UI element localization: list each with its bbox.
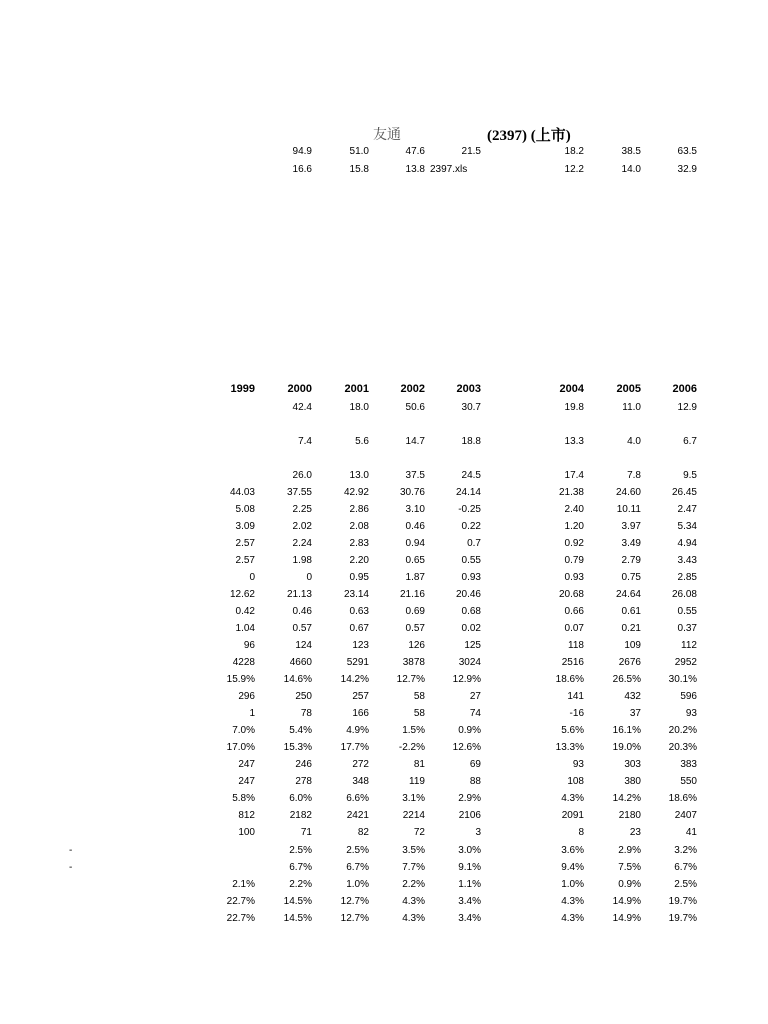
table-cell: 19.7% <box>668 896 697 907</box>
table-cell: 1.1% <box>458 879 481 890</box>
table-cell: 4.3% <box>561 793 584 804</box>
table-cell: 42.92 <box>343 487 369 498</box>
table-cell: 1.0% <box>561 879 584 890</box>
table-cell: 30.7 <box>461 402 481 413</box>
table-cell: 14.7 <box>405 436 425 447</box>
table-cell: 2.57 <box>235 555 255 566</box>
table-cell: 0.93 <box>461 572 481 583</box>
table-cell: 93 <box>685 708 697 719</box>
table-cell: 3.4% <box>458 896 481 907</box>
table-cell: 7.0% <box>232 725 255 736</box>
table-cell: 2.57 <box>235 538 255 549</box>
table-cell: 2407 <box>674 810 697 821</box>
top-value: 15.8 <box>349 164 369 175</box>
table-cell: 2.2% <box>402 879 425 890</box>
table-cell: 247 <box>238 776 255 787</box>
table-cell: 2.85 <box>677 572 697 583</box>
table-cell: 1.5% <box>402 725 425 736</box>
table-cell: 81 <box>413 759 425 770</box>
table-cell: 20.68 <box>558 589 584 600</box>
table-cell: 12.7% <box>340 896 369 907</box>
table-cell: 0.65 <box>405 555 425 566</box>
table-cell: 0.57 <box>405 623 425 634</box>
table-cell: 58 <box>413 708 425 719</box>
table-cell: 2.24 <box>292 538 312 549</box>
table-cell: 4228 <box>232 657 255 668</box>
table-cell: 2.25 <box>292 504 312 515</box>
table-cell: 0.37 <box>677 623 697 634</box>
table-cell: 7.7% <box>402 862 425 873</box>
table-cell: 0.46 <box>292 606 312 617</box>
stock-code: (2397) (上市) <box>487 128 571 144</box>
table-cell: 12.9 <box>677 402 697 413</box>
table-cell: 12.62 <box>229 589 255 600</box>
table-cell: 3.2% <box>674 845 697 856</box>
table-cell: 2.40 <box>564 504 584 515</box>
table-cell: 0.92 <box>564 538 584 549</box>
table-cell: 0.02 <box>461 623 481 634</box>
table-cell: 14.5% <box>283 913 312 924</box>
table-cell: 0.66 <box>564 606 584 617</box>
table-cell: 74 <box>469 708 481 719</box>
table-cell: 44.03 <box>229 487 255 498</box>
table-cell: 247 <box>238 759 255 770</box>
table-cell: 18.8 <box>461 436 481 447</box>
table-cell: 30.76 <box>399 487 425 498</box>
table-cell: 1.0% <box>346 879 369 890</box>
year-header: 2005 <box>616 383 641 395</box>
table-cell: 0.07 <box>564 623 584 634</box>
table-cell: 0 <box>249 572 255 583</box>
table-cell: 26.45 <box>671 487 697 498</box>
table-cell: 5291 <box>346 657 369 668</box>
table-cell: 41 <box>685 827 697 838</box>
table-cell: 0.95 <box>349 572 369 583</box>
table-cell: 3878 <box>402 657 425 668</box>
table-cell: 432 <box>624 691 641 702</box>
table-cell: 12.9% <box>452 674 481 685</box>
top-value: 94.9 <box>292 146 312 157</box>
table-cell: 5.34 <box>677 521 697 532</box>
table-cell: -0.25 <box>458 504 481 515</box>
table-cell: 23 <box>629 827 641 838</box>
table-cell: 14.6% <box>283 674 312 685</box>
table-cell: 2.08 <box>349 521 369 532</box>
table-cell: 2106 <box>458 810 481 821</box>
table-cell: 4.3% <box>402 913 425 924</box>
table-cell: 141 <box>567 691 584 702</box>
table-cell: 23.14 <box>343 589 369 600</box>
table-cell: 2182 <box>289 810 312 821</box>
table-cell: 2.02 <box>292 521 312 532</box>
table-cell: 2421 <box>346 810 369 821</box>
table-cell: 6.0% <box>289 793 312 804</box>
table-cell: 71 <box>300 827 312 838</box>
table-cell: 37.5 <box>405 470 425 481</box>
table-cell: 7.8 <box>627 470 641 481</box>
table-cell: 257 <box>352 691 369 702</box>
table-cell: 21.16 <box>399 589 425 600</box>
top-value: 18.2 <box>564 146 584 157</box>
table-cell: 3.6% <box>561 845 584 856</box>
table-cell: 2214 <box>402 810 425 821</box>
table-cell: 2.9% <box>618 845 641 856</box>
table-cell: 0.79 <box>564 555 584 566</box>
table-cell: 13.3 <box>564 436 584 447</box>
table-cell: 2516 <box>561 657 584 668</box>
table-cell: 5.8% <box>232 793 255 804</box>
table-cell: 6.7% <box>674 862 697 873</box>
table-cell: 0.63 <box>349 606 369 617</box>
table-cell: 15.3% <box>283 742 312 753</box>
table-cell: 6.7 <box>683 436 697 447</box>
company-name: 友通 <box>373 127 401 143</box>
table-cell: 1 <box>249 708 255 719</box>
table-cell: 1.87 <box>405 572 425 583</box>
top-value: 13.8 <box>405 164 425 175</box>
row-marker: - <box>69 845 73 856</box>
table-cell: 0.9% <box>458 725 481 736</box>
top-value: 51.0 <box>349 146 369 157</box>
table-cell: 14.9% <box>612 896 641 907</box>
table-cell: 12.7% <box>340 913 369 924</box>
table-cell: 4.3% <box>402 896 425 907</box>
table-cell: 19.7% <box>668 913 697 924</box>
table-cell: 15.9% <box>226 674 255 685</box>
table-cell: 0.42 <box>235 606 255 617</box>
table-cell: 19.8 <box>564 402 584 413</box>
year-header: 1999 <box>230 383 255 395</box>
table-cell: 93 <box>572 759 584 770</box>
table-cell: 2.83 <box>349 538 369 549</box>
table-cell: 72 <box>413 827 425 838</box>
table-cell: 278 <box>295 776 312 787</box>
table-cell: 272 <box>352 759 369 770</box>
file-name: 2397.xls <box>430 164 468 175</box>
table-cell: 2.86 <box>349 504 369 515</box>
top-value: 14.0 <box>621 164 641 175</box>
table-cell: 2091 <box>561 810 584 821</box>
table-cell: 24.14 <box>455 487 481 498</box>
table-cell: 4.3% <box>561 913 584 924</box>
table-cell: 0.57 <box>292 623 312 634</box>
table-cell: 118 <box>568 640 584 651</box>
table-cell: 2.20 <box>349 555 369 566</box>
table-cell: 20.46 <box>455 589 481 600</box>
table-cell: 2.5% <box>289 845 312 856</box>
table-cell: 14.5% <box>283 896 312 907</box>
table-cell: 6.6% <box>346 793 369 804</box>
table-cell: 4.0 <box>627 436 641 447</box>
table-cell: 11.0 <box>622 402 641 413</box>
table-cell: 24.64 <box>615 589 641 600</box>
table-cell: 246 <box>295 759 312 770</box>
table-cell: 9.5 <box>683 470 697 481</box>
table-cell: 1.20 <box>564 521 584 532</box>
table-cell: 26.5% <box>612 674 641 685</box>
table-cell: 303 <box>624 759 641 770</box>
table-cell: 69 <box>469 759 481 770</box>
table-cell: 27 <box>469 691 481 702</box>
table-cell: 9.4% <box>561 862 584 873</box>
table-cell: 42.4 <box>292 402 312 413</box>
table-cell: 37 <box>629 708 641 719</box>
table-cell: 2.79 <box>621 555 641 566</box>
table-cell: 9.1% <box>458 862 481 873</box>
table-cell: 3.0% <box>458 845 481 856</box>
table-cell: 10.11 <box>616 504 641 515</box>
table-cell: 3.4% <box>458 913 481 924</box>
table-cell: 26.0 <box>292 470 312 481</box>
table-cell: 22.7% <box>226 896 255 907</box>
table-cell: 21.38 <box>558 487 584 498</box>
table-cell: 166 <box>352 708 369 719</box>
table-cell: 4660 <box>289 657 312 668</box>
table-cell: 4.94 <box>677 538 697 549</box>
table-cell: 4.3% <box>561 896 584 907</box>
table-cell: 1.04 <box>235 623 255 634</box>
table-cell: 0.61 <box>621 606 641 617</box>
table-cell: 3.49 <box>621 538 641 549</box>
table-cell: 812 <box>238 810 255 821</box>
table-cell: 3024 <box>458 657 481 668</box>
table-cell: 2.1% <box>232 879 255 890</box>
table-cell: 17.4 <box>564 470 584 481</box>
table-cell: 348 <box>352 776 369 787</box>
table-cell: 0.67 <box>349 623 369 634</box>
table-cell: 0 <box>306 572 312 583</box>
table-cell: 26.08 <box>671 589 697 600</box>
table-cell: 17.0% <box>226 742 255 753</box>
table-cell: 124 <box>295 640 312 651</box>
table-cell: 4.9% <box>346 725 369 736</box>
table-cell: 100 <box>238 827 255 838</box>
table-cell: 0.93 <box>564 572 584 583</box>
year-header: 2006 <box>672 383 697 395</box>
table-cell: 21.13 <box>286 589 312 600</box>
table-cell: 250 <box>295 691 312 702</box>
table-cell: 2676 <box>618 657 641 668</box>
table-cell: 125 <box>464 640 481 651</box>
table-cell: 6.7% <box>346 862 369 873</box>
table-cell: 6.7% <box>289 862 312 873</box>
table-cell: 13.3% <box>555 742 584 753</box>
row-marker: - <box>69 862 73 873</box>
table-cell: 0.21 <box>621 623 641 634</box>
table-cell: 296 <box>238 691 255 702</box>
table-cell: 108 <box>567 776 584 787</box>
table-cell: 0.9% <box>618 879 641 890</box>
table-cell: 126 <box>408 640 425 651</box>
table-cell: 3.97 <box>621 521 641 532</box>
table-cell: 2.9% <box>458 793 481 804</box>
top-value: 38.5 <box>621 146 641 157</box>
table-cell: 20.3% <box>668 742 697 753</box>
table-cell: 380 <box>624 776 641 787</box>
table-cell: 18.0 <box>349 402 369 413</box>
table-cell: 0.94 <box>405 538 425 549</box>
table-cell: 2952 <box>674 657 697 668</box>
year-header: 2003 <box>456 383 481 395</box>
table-cell: 17.7% <box>340 742 369 753</box>
table-cell: 14.9% <box>612 913 641 924</box>
table-cell: 18.6% <box>555 674 584 685</box>
table-cell: 0.55 <box>677 606 697 617</box>
table-cell: 2180 <box>618 810 641 821</box>
top-value: 32.9 <box>677 164 697 175</box>
table-cell: 1.98 <box>292 555 312 566</box>
table-cell: 5.08 <box>235 504 255 515</box>
table-cell: -16 <box>569 708 584 719</box>
table-cell: 3.10 <box>405 504 425 515</box>
table-cell: 0.55 <box>461 555 481 566</box>
table-cell: 8 <box>578 827 584 838</box>
table-cell: 119 <box>409 776 425 787</box>
table-cell: 7.5% <box>618 862 641 873</box>
table-cell: 7.4 <box>298 436 312 447</box>
table-cell: 30.1% <box>668 674 697 685</box>
table-cell: 13.0 <box>349 470 369 481</box>
top-value: 63.5 <box>677 146 697 157</box>
table-cell: 0.68 <box>461 606 481 617</box>
table-cell: 2.5% <box>346 845 369 856</box>
table-cell: 3.09 <box>235 521 255 532</box>
table-cell: 5.4% <box>289 725 312 736</box>
table-cell: 78 <box>300 708 312 719</box>
table-cell: 5.6% <box>561 725 584 736</box>
table-cell: 5.6 <box>355 436 369 447</box>
table-cell: 596 <box>680 691 697 702</box>
table-cell: 22.7% <box>226 913 255 924</box>
table-cell: 3 <box>475 827 481 838</box>
table-cell: 112 <box>681 640 697 651</box>
table-cell: 550 <box>680 776 697 787</box>
table-cell: 24.60 <box>615 487 641 498</box>
table-cell: 37.55 <box>286 487 312 498</box>
top-value: 21.5 <box>461 146 481 157</box>
table-cell: 3.1% <box>402 793 425 804</box>
table-cell: 383 <box>680 759 697 770</box>
top-value: 16.6 <box>292 164 312 175</box>
table-cell: 2.2% <box>289 879 312 890</box>
year-header: 2001 <box>344 383 369 395</box>
table-cell: 0.46 <box>405 521 425 532</box>
year-header: 2000 <box>287 383 312 395</box>
table-cell: 96 <box>243 640 255 651</box>
table-cell: 82 <box>357 827 369 838</box>
table-cell: 2.5% <box>674 879 697 890</box>
table-cell: -2.2% <box>398 742 425 753</box>
table-cell: 3.5% <box>402 845 425 856</box>
table-cell: 14.2% <box>340 674 369 685</box>
year-header: 2004 <box>559 383 584 395</box>
table-cell: 24.5 <box>461 470 481 481</box>
year-header: 2002 <box>400 383 425 395</box>
table-cell: 123 <box>352 640 369 651</box>
table-cell: 18.6% <box>668 793 697 804</box>
top-value: 47.6 <box>405 146 425 157</box>
table-cell: 50.6 <box>405 402 425 413</box>
table-cell: 58 <box>413 691 425 702</box>
table-cell: 0.7 <box>467 538 481 549</box>
table-cell: 0.75 <box>621 572 641 583</box>
table-cell: 3.43 <box>677 555 697 566</box>
table-cell: 14.2% <box>612 793 641 804</box>
table-cell: 12.7% <box>396 674 425 685</box>
table-cell: 0.69 <box>405 606 425 617</box>
table-cell: 19.0% <box>612 742 641 753</box>
top-value: 12.2 <box>564 164 584 175</box>
table-cell: 109 <box>624 640 641 651</box>
table-cell: 12.6% <box>452 742 481 753</box>
table-cell: 0.22 <box>461 521 481 532</box>
table-cell: 16.1% <box>612 725 641 736</box>
table-cell: 20.2% <box>668 725 697 736</box>
table-cell: 2.47 <box>677 504 697 515</box>
table-cell: 88 <box>469 776 481 787</box>
